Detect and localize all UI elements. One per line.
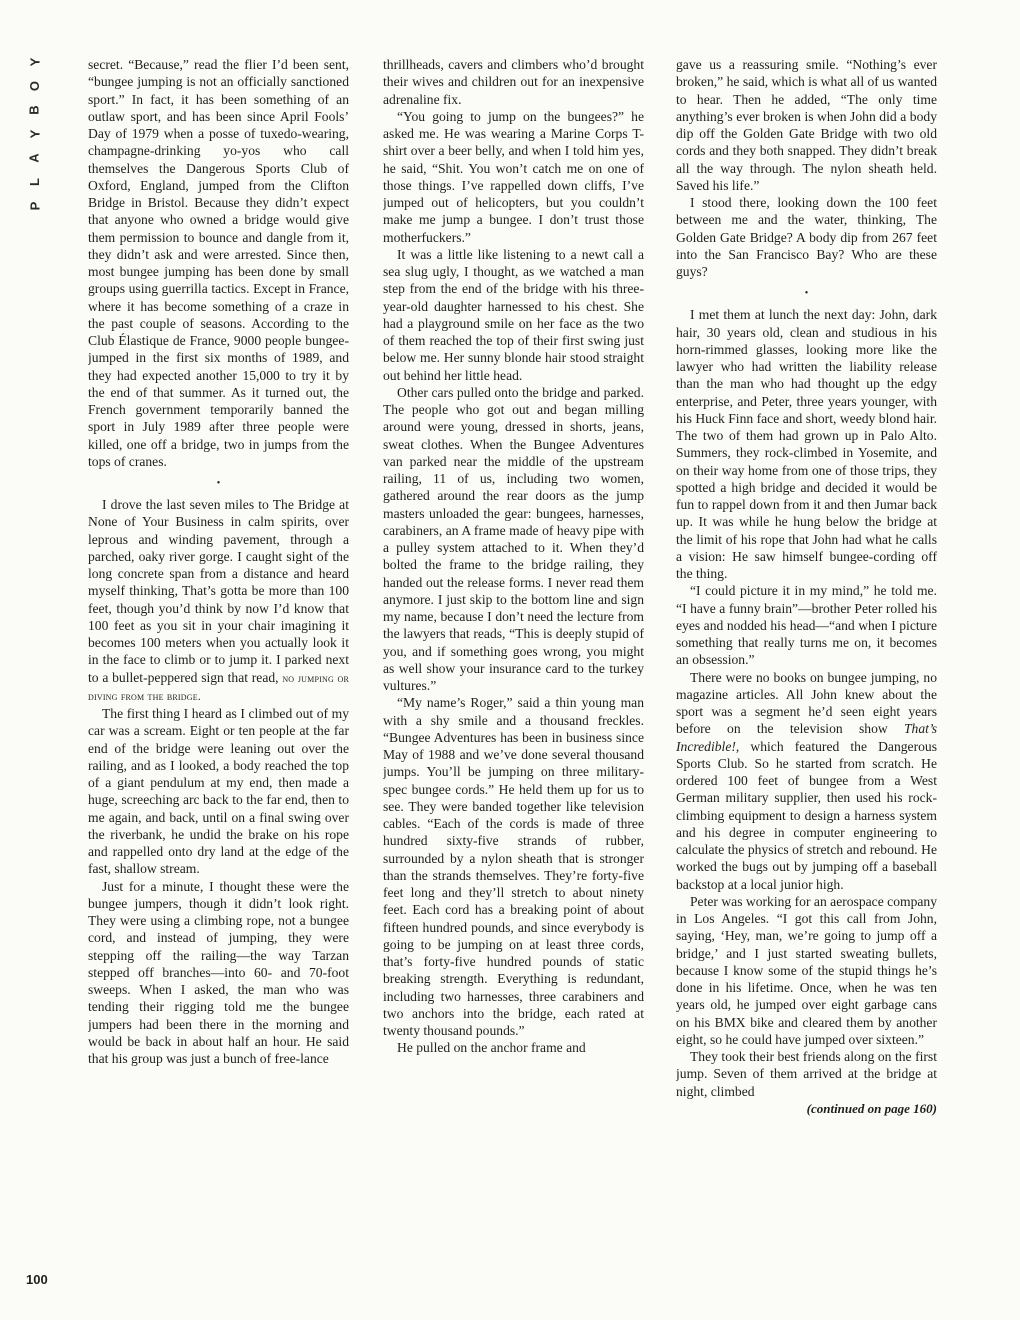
paragraph: They took their best friends along on the first jump. Seven of them arrived at the bridge at night, climbed bbox=[676, 1049, 937, 1099]
paragraph-text: , which featured the Dangerous Sports Club. So he started from scratch. He ordered 100 feet of bungee from a West German military supplier, then used his rock-climbing equipment to design a harness system and his degree in computer engineering to calculate the physics of stretch and rebound. He worked the bugs out by jumping off a baseball backstop at a local junior high. bbox=[676, 738, 937, 892]
page-number: 100 bbox=[26, 1272, 48, 1287]
magazine-letter: B bbox=[26, 105, 42, 115]
tv-show-title: That’s Incredible! bbox=[676, 721, 937, 754]
paragraph: The first thing I heard as I climbed out of my car was a scream. Eight or ten people at the far end of the bridge were leaning out over the railing, and as I looked, a body reached the top of a giant pendulum at my end, then made a huge, screeching arc back to the far end, then to me again, and back, until on a final swing over the riverbank, he undid the brake on his rope and rappelled onto dry land at the edge of the fast, shallow stream. bbox=[88, 706, 349, 877]
paragraph: It was a little like listening to a newt call a sea slug ugly, I thought, as we watched a man step from the end of the bridge with his three-year-old daughter harnessed to his chest. She had a playground smile on her face as the two of them reached the top of their first swing just below me. Her sunny blonde hair stood straight out behind her little head. bbox=[383, 246, 644, 383]
section-break-bullet: • bbox=[804, 288, 809, 300]
paragraph: “I could picture it in my mind,” he told me. “I have a funny brain”—brother Peter rolled his eyes and nodded his head—“and when I picture something that really turns me on, it becomes an obsession.” bbox=[676, 583, 937, 668]
paragraph: thrillheads, cavers and climbers who’d brought their wives and children out for an inexpensive adrenaline fix. bbox=[383, 57, 644, 107]
paragraph: Peter was working for an aerospace company in Los Angeles. “I got this call from John, saying, ‘Hey, man, we’re going to jump off a bridge,’ and I just started sweating bullets, because I know some of the stupid things he’s done in his lifetime. Once, when he was ten years old, he jumped over eight garbage cans on his BMX bike and cleared them by another eight, so he could have jumped over sixteen.” bbox=[676, 893, 937, 1047]
paragraph: “You going to jump on the bungees?” he asked me. He was wearing a Marine Corps T-shirt over a beer belly, and when I told him yes, he said, “Shit. You won’t catch me on one of those things. I’ve rappelled down cliffs, I’ve jumped out of helicopters, but you couldn’t make me jump a bungee. I don’t trust those motherfuckers.” bbox=[383, 108, 644, 245]
paragraph: He pulled on the anchor frame and bbox=[397, 1040, 586, 1056]
paragraph: secret. “Because,” read the flier I’d been sent, “bungee jumping is not an officially sanctioned sport.” In fact, it has been something of an outlaw sport, and has been since April Fools’ Day of 1979 when a posse of tuxedo-wearing, champagne-drinking yo-yos who call themselves the Dangerous Sports Club of Oxford, England, jumped from the Clifton Bridge in Bristol. Because they didn’t expect that anyone who owned a bridge would give them permission to bounce and dangle from it, they didn’t ask and were arrested. Since then, most bungee jumping has been done by small groups using guerrilla tactics. Except in France, where it has become something of a craze in the past couple of seasons. According to the Club Élastique de France, 9000 people bungee-jumped in the first six months of 1989, and they had expected another 15,000 to try it by the end of that summer. As it turned out, the French government temporarily banned the sport in July 1989 after three people were killed, one off a bridge, two in jumps from the tops of cranes. bbox=[88, 57, 349, 469]
magazine-letter: Y bbox=[26, 129, 42, 139]
section-break-bullet: • bbox=[216, 478, 221, 489]
paragraph bbox=[676, 669, 937, 893]
magazine-letter: L bbox=[26, 178, 42, 186]
continued-on-note: (continued on page 160) bbox=[806, 1100, 937, 1116]
paragraph: Just for a minute, I thought these were the bungee jumpers, though it didn’t look right. They were using a climbing rope, not a bungee cord, and instead of jumping, they were stepping off the railing—the way Tarzan stepped off branches—into 60- and 70-foot sweeps. When I asked, the man who was tending their rigging told me the bungee jumpers had been there in the morning and would be back in about half an hour. He said that his group was just a bunch of free-lance bbox=[88, 878, 349, 1066]
magazine-letter: A bbox=[26, 153, 42, 163]
magazine-letter: P bbox=[26, 201, 42, 211]
sign-text: no jumping or diving from the bridge. bbox=[88, 670, 349, 703]
paragraph: I stood there, looking down the 100 feet between me and the water, thinking, The Golden Gate Bridge? A body dip from 267 feet into the San Francisco Bay? Who are these guys? bbox=[676, 195, 937, 279]
paragraph: gave us a reassuring smile. “Nothing’s ever broken,” he said, which is what all of us wanted to hear. Then he added, “The only time anything’s ever broken is when John did a body dip off the Golden Gate Bridge with two old cords and they both snapped. They didn’t break all the way through. The nylon sheath held. Saved his life.” bbox=[676, 57, 937, 193]
magazine-letter: Y bbox=[26, 57, 42, 67]
paragraph: Other cars pulled onto the bridge and parked. The people who got out and began milling around were young, dressed in shorts, jeans, sweat clothes. When the Bungee Adventures van parked near the middle of the upstream railing, 11 of us, including two women, gathered around the rear doors as the jump masters unloaded the gear: bungees, harnesses, carabiners, an A frame made of heavy pipe with a pulley system attached to it. When they’d bolted the frame to the bridge railing, they handed out the release forms. I never read them anymore. I just skip to the bottom line and sign my name, because I don’t need the lecture from the lawyers that reads, “This is deeply stupid of you, and if something goes wrong, you might as well show your insurance card to the turkey vultures.” bbox=[383, 384, 644, 693]
article-column-3 bbox=[676, 56, 937, 1296]
magazine-name-vertical bbox=[22, 50, 48, 218]
paragraph-text: There were no books on bungee jumping, no magazine articles. All John knew about the sport was a segment he’d seen eight years before on the television show bbox=[676, 669, 937, 737]
paragraph-text: I drove the last seven miles to The Bridge at None of Your Business in calm spirits, over leprous and winding pavement, through a parched, oaky river gorge. I caught sight of the long concrete span from a distance and heard myself thinking, That’s gotta be more than 100 feet, though you’d think by now I’d know that 100 feet as you sit in your chair imagining it becomes 100 meters when you actually look it in the face to climb or to jump it. I parked next to a bullet-peppered sign that read, bbox=[88, 497, 349, 685]
article-column-2 bbox=[383, 56, 644, 1296]
paragraph: “My name’s Roger,” said a thin young man with a shy smile and a thousand freckles. “Bungee Adventures has been in business since May of 1988 and we’ve done several thousand jumps. You’ll be jumping on three military-spec bungee cords.” He held them up for us to see. They were banded together like television cables. “Each of the cords is made of three hundred sixty-five strands of rubber, surrounded by a nylon sheath that is stronger than the strands themselves. They’re forty-five feet long and they’ll stretch to about ninety feet. Each cord has a breaking point of about fifteen hundred pounds, and since everybody is going to be jumping on at least three cords, that’s forty-five hundred pounds of static breaking strength. Everything is redundant, including two harnesses, three carabiners and two anchors into the bridge, each rated at twenty thousand pounds.” bbox=[383, 695, 644, 1038]
magazine-letter: O bbox=[27, 80, 42, 92]
article-column-1 bbox=[88, 56, 349, 1296]
paragraph bbox=[88, 496, 349, 705]
paragraph: I met them at lunch the next day: John, dark hair, 30 years old, clean and studious in his horn-rimmed glasses, looking more like the lawyer who had written the liability release than the man who had thought up the edgy enterprise, and Peter, three years younger, with his Huck Finn face and short, weedy blond hair. The two of them had grown up in Palo Alto. Summers, they rock-climbed in Yosemite, and on their way home from one of those trips, they spotted a high bridge and decided it would be fun to rappel down from it and then Jumar back up. It was while he hung below the bridge at the limit of his rope that John had what he calls a vision: He saw himself bungee-cording off the thing. bbox=[676, 307, 937, 581]
